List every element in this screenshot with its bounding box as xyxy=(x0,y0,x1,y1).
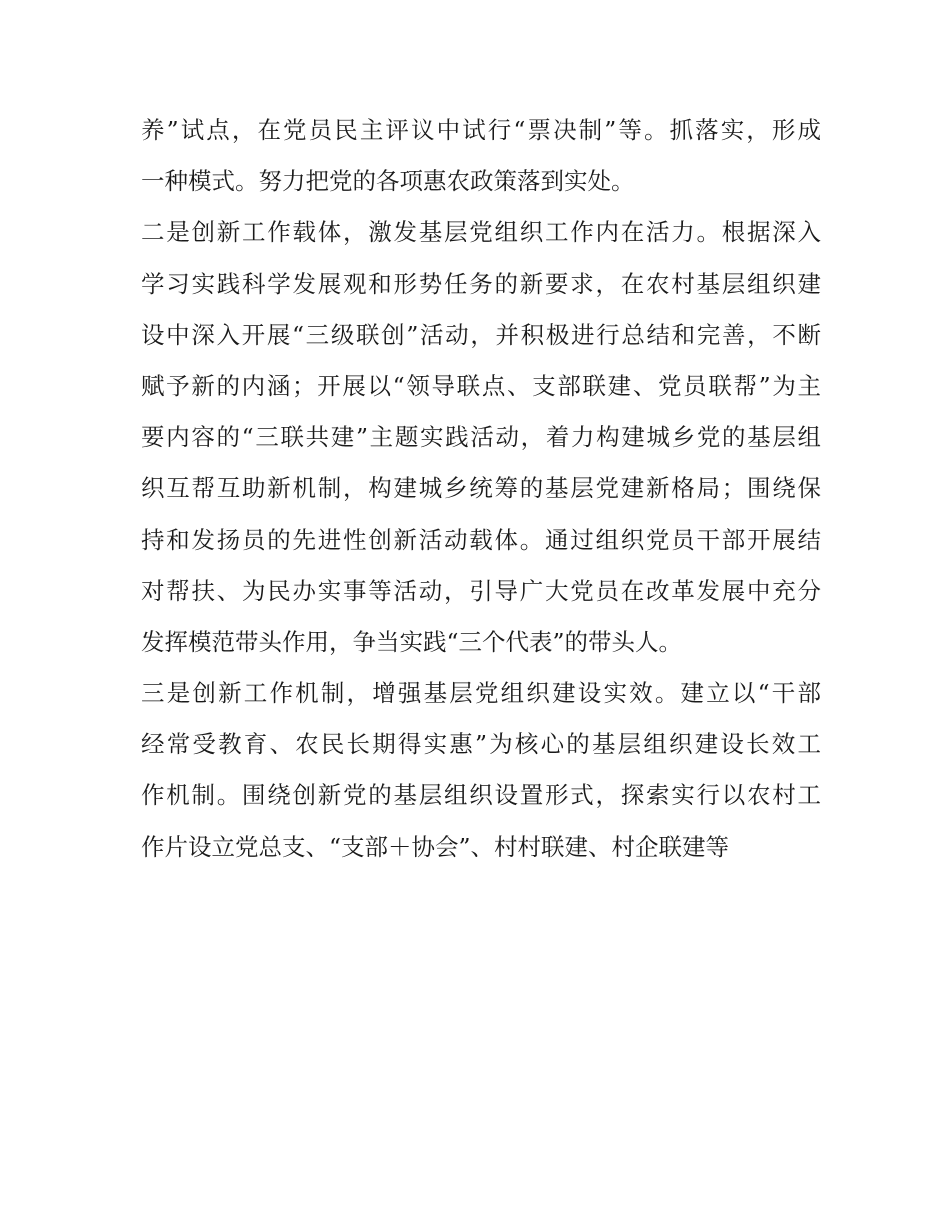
text-line: 对帮扶、为民办实事等活动，引导广大党员在改革发展中充分 xyxy=(141,576,821,605)
text-line: 赋予新的内涵；开展以“领导联点、支部联建、党员联帮”为主 xyxy=(141,371,821,400)
paragraph-1 xyxy=(141,105,821,207)
text-line: 养”试点，在党员民主评议中试行“票决制”等。抓落实，形成 xyxy=(141,116,821,144)
document-body xyxy=(141,105,821,873)
paragraph-2 xyxy=(141,207,821,668)
paragraph-3 xyxy=(141,668,821,873)
text-line: 二是创新工作载体，激发基层党组织工作内在活力。根据深入 xyxy=(141,218,821,247)
text-line: 三是创新工作机制，增强基层党组织建设实效。建立以“干部 xyxy=(141,679,821,708)
text-line: 要内容的“三联共建”主题实践活动，着力构建城乡党的基层组 xyxy=(141,423,821,452)
text-line: 作机制。围绕创新党的基层组织设置形式，探索实行以农村工 xyxy=(141,781,821,810)
text-line: 设中深入开展“三级联创”活动，并积极进行总结和完善，不断 xyxy=(141,320,821,349)
text-line: 作片设立党总支、“支部＋协会”、村村联建、村企联建等 xyxy=(141,832,730,861)
text-line: 学习实践科学发展观和形势任务的新要求，在农村基层组织建 xyxy=(141,269,821,298)
text-line: 一种模式。努力把党的各项惠农政策落到实处。 xyxy=(141,167,635,196)
text-line: 持和发扬员的先进性创新活动载体。通过组织党员干部开展结 xyxy=(141,525,821,554)
text-line: 织互帮互助新机制，构建城乡统筹的基层党建新格局；围绕保 xyxy=(141,474,821,503)
text-line: 发挥模范带头作用，争当实践“三个代表”的带头人。 xyxy=(141,627,683,656)
text-line: 经常受教育、农民长期得实惠”为核心的基层组织建设长效工 xyxy=(141,730,821,759)
